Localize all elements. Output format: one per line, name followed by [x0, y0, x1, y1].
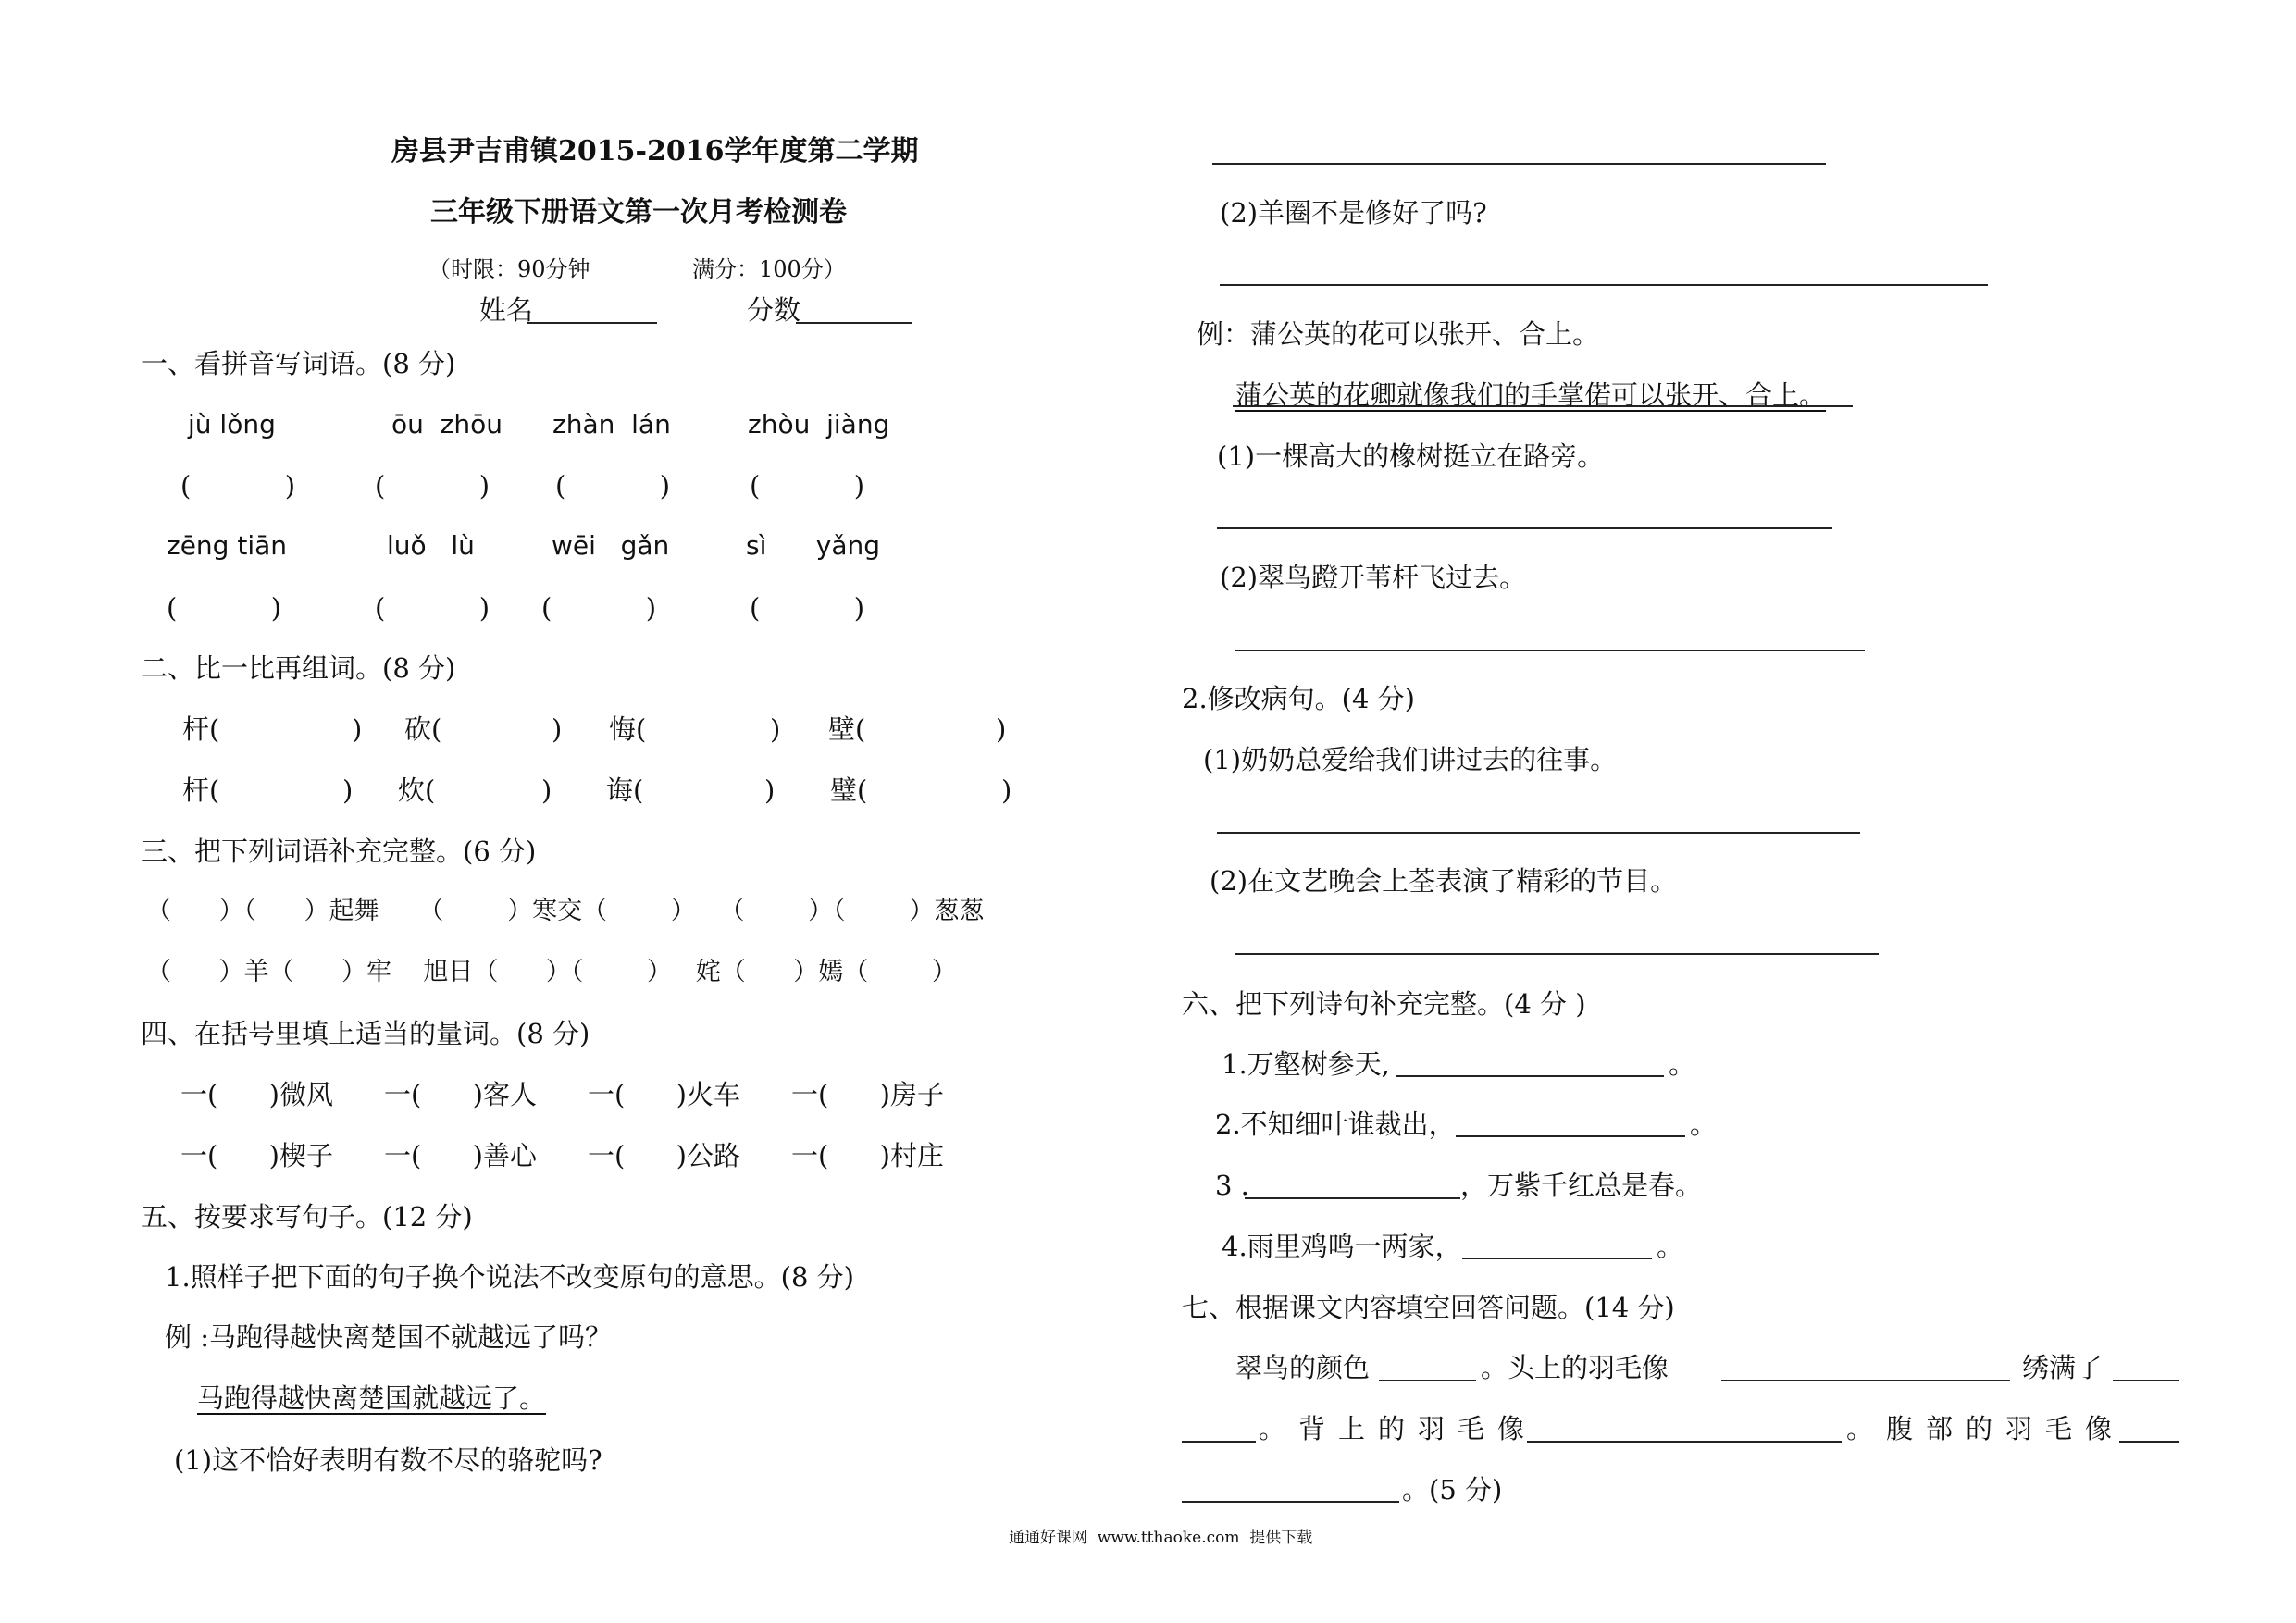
- pinyin: jù lǒng: [188, 409, 276, 440]
- paren-close: ): [352, 713, 363, 745]
- char-item: 悔(: [609, 713, 647, 745]
- footer-source: 通通好课网 www.tthaoke.com 提供下载: [1009, 1529, 1313, 1547]
- answer-blank[interactable]: ( ): [541, 592, 657, 624]
- poem-line: ，万紫千红总是春。: [1460, 1170, 1703, 1201]
- exam-title: 房县尹吉甫镇2015-2016学年度第二学期: [391, 135, 919, 167]
- pinyin: zhòu jiàng: [748, 409, 890, 440]
- period: 。: [1669, 1048, 1696, 1080]
- example-question: 例：蒲公英的花可以张开、合上。: [1197, 318, 1600, 350]
- measure-item: 一( )房子: [791, 1079, 944, 1110]
- underline: [1233, 405, 1853, 407]
- pinyin: ōu zhōu: [391, 409, 503, 440]
- question-text: (2)在文艺晚会上荃表演了精彩的节目。: [1210, 865, 1678, 897]
- answer-line[interactable]: [1217, 832, 1860, 834]
- answer-blank[interactable]: ( ): [167, 592, 282, 624]
- answer-line[interactable]: [1245, 1197, 1460, 1199]
- answer-line[interactable]: [1456, 1135, 1685, 1137]
- paren-close: ): [552, 713, 563, 745]
- char-item: 杆(: [182, 774, 220, 806]
- poem-line: 3 .: [1215, 1170, 1249, 1201]
- section-2-heading: 二、比一比再组词。(8 分): [141, 652, 456, 684]
- poem-line: 2.不知细叶谁裁出，: [1215, 1109, 1456, 1140]
- answer-blank[interactable]: ( ): [555, 470, 671, 502]
- answer-blank[interactable]: ( ): [375, 470, 490, 502]
- answer-line[interactable]: [1217, 527, 1832, 529]
- paren-close: ): [770, 713, 781, 745]
- answer-blank[interactable]: ( ): [750, 470, 865, 502]
- pinyin: zhàn lán: [552, 409, 671, 440]
- full-score: 满分：100分）: [692, 256, 846, 282]
- measure-item: 一( )村庄: [791, 1140, 944, 1171]
- paren-close: ): [764, 774, 776, 806]
- paren-close: ): [342, 774, 354, 806]
- answer-line[interactable]: [1396, 1075, 1664, 1077]
- example-answer: 蒲公英的花卿就像我们的手掌偌可以张开、合上。: [1235, 379, 1827, 411]
- char-item: 杆(: [182, 713, 220, 745]
- measure-item: 一( )公路: [588, 1140, 740, 1171]
- paren-close: ): [1001, 774, 1012, 806]
- answer-line[interactable]: [1182, 1441, 1256, 1443]
- char-item: 壁(: [828, 713, 866, 745]
- answer-line[interactable]: [2113, 1380, 2179, 1381]
- char-item: 璧(: [830, 774, 868, 806]
- idiom-row: （ ）（ ）起舞 （ ）寒交（ ） （ ）（ ）葱葱: [146, 897, 985, 925]
- section-7-heading: 七、根据课文内容填空回答问题。(14 分): [1182, 1292, 1675, 1323]
- pinyin: luǒ lù: [387, 530, 475, 561]
- fill-text: 。腹部的羽毛像: [1846, 1413, 2126, 1444]
- pinyin: zēng tiān: [167, 530, 288, 561]
- char-item: 砍(: [404, 713, 442, 745]
- answer-blank[interactable]: ( ): [750, 592, 865, 624]
- answer-line[interactable]: [1235, 650, 1865, 651]
- answer-blank[interactable]: ( ): [375, 592, 490, 624]
- measure-item: 一( )微风: [180, 1079, 333, 1110]
- question-text: (1)这不恰好表明有数不尽的骆驼吗?: [174, 1444, 602, 1476]
- paren-close: ): [996, 713, 1007, 745]
- question-text: (2)翠鸟蹬开苇杆飞过去。: [1220, 562, 1527, 593]
- char-item: 诲(: [606, 774, 644, 806]
- section-1-heading: 一、看拼音写词语。(8 分): [141, 348, 456, 379]
- measure-item: 一( )客人: [384, 1079, 537, 1110]
- answer-line[interactable]: [1235, 953, 1879, 955]
- idiom-row: （ ）羊（ ）牢 旭日（ ）（ ） 姹（ ）嫣（ ）: [146, 958, 957, 986]
- answer-line[interactable]: [1220, 284, 1988, 286]
- answer-line[interactable]: [1212, 163, 1826, 165]
- question-text: 1.照样子把下面的句子换个说法不改变原句的意思。(8 分): [165, 1261, 854, 1293]
- pinyin: wēi gǎn: [552, 530, 670, 561]
- section-5-heading: 五、按要求写句子。(12 分): [141, 1201, 473, 1233]
- name-blank[interactable]: [527, 322, 657, 324]
- fill-text: 。(5 分): [1402, 1474, 1503, 1505]
- fill-text: 翠鸟的颜色: [1235, 1352, 1371, 1383]
- answer-blank[interactable]: ( ): [180, 470, 296, 502]
- question-text: 2.修改病句。(4 分): [1182, 683, 1415, 714]
- measure-item: 一( )善心: [384, 1140, 537, 1171]
- char-item: 炊(: [398, 774, 436, 806]
- fill-text: 绣满了: [2022, 1352, 2104, 1383]
- section-4-heading: 四、在括号里填上适当的量词。(8 分): [141, 1018, 590, 1049]
- poem-line: 4.雨里鸡鸣一两家，: [1222, 1231, 1462, 1262]
- answer-line[interactable]: [1462, 1258, 1652, 1259]
- measure-item: 一( )楔子: [180, 1140, 333, 1171]
- question-text: (1)一棵高大的橡树挺立在路旁。: [1217, 440, 1605, 472]
- period: 。: [1690, 1109, 1718, 1140]
- answer-line[interactable]: [2119, 1441, 2179, 1443]
- score-blank[interactable]: [796, 322, 912, 324]
- question-text: (2)羊圈不是修好了吗?: [1220, 197, 1487, 229]
- measure-item: 一( )火车: [588, 1079, 740, 1110]
- answer-line[interactable]: [1379, 1380, 1476, 1381]
- time-limit: （时限：90分钟: [428, 256, 590, 282]
- section-6-heading: 六、把下列诗句补充完整。(4 分 ): [1182, 988, 1586, 1020]
- answer-line[interactable]: [1721, 1380, 2010, 1381]
- example-answer: 马跑得越快离楚国就越远了。: [197, 1382, 547, 1414]
- answer-line[interactable]: [1182, 1501, 1399, 1503]
- section-3-heading: 三、把下列词语补充完整。(6 分): [141, 836, 537, 867]
- score-label: 分数: [747, 294, 801, 326]
- paren-close: ): [541, 774, 552, 806]
- answer-line[interactable]: [1527, 1441, 1842, 1443]
- name-label: 姓名: [479, 294, 534, 326]
- example-question: 例 :马跑得越快离楚国不就越远了吗？: [165, 1321, 612, 1353]
- exam-subtitle: 三年级下册语文第一次月考检测卷: [430, 196, 847, 229]
- fill-text: 。背上的羽毛像: [1259, 1413, 1538, 1444]
- period: 。: [1657, 1231, 1684, 1262]
- question-text: (1)奶奶总爱给我们讲过去的往事。: [1203, 744, 1618, 775]
- pinyin: sì yǎng: [746, 530, 881, 561]
- fill-text: 。头上的羽毛像: [1481, 1352, 1669, 1383]
- poem-line: 1.万壑树参天,: [1222, 1048, 1390, 1080]
